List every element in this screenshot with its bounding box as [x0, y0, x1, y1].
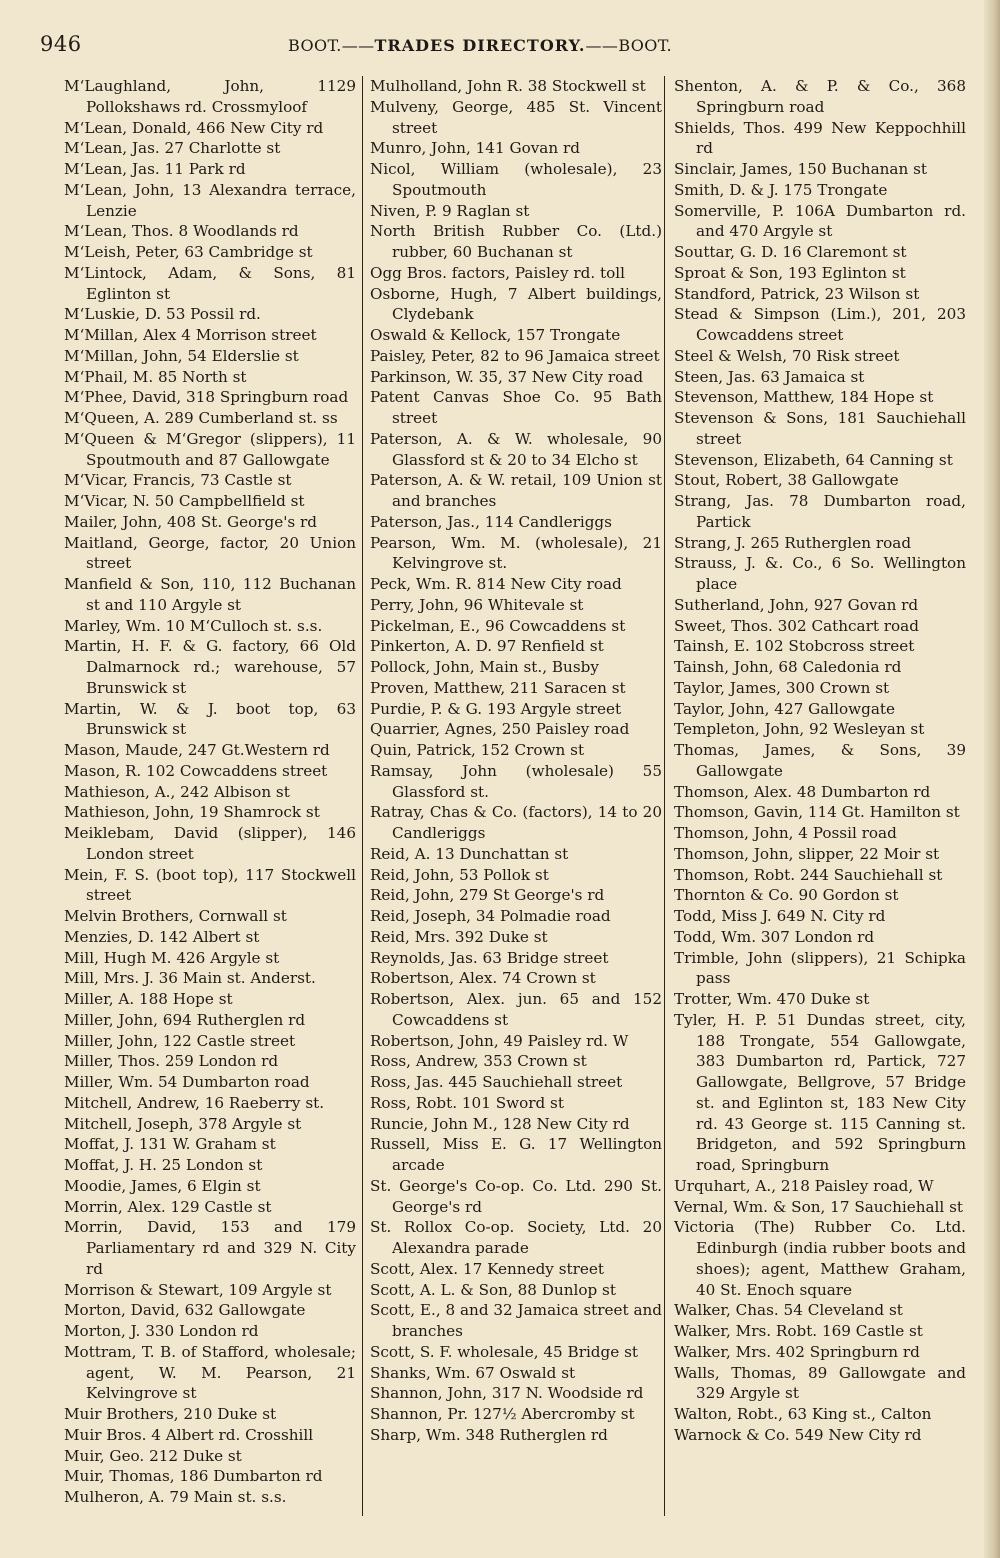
directory-entry: Ross, Andrew, 353 Crown st	[370, 1052, 587, 1071]
directory-entry: Moffat, J. H. 25 London st	[64, 1156, 263, 1174]
directory-entry: Scott, A. L. & Son, 88 Dunlop st	[370, 1280, 616, 1299]
directory-entry: M‘Millan, John, 54 Elderslie st	[64, 346, 299, 365]
page-header	[0, 32, 1000, 62]
directory-entry: Reid, John, 53 Pollok st	[370, 865, 549, 884]
left-heading: BOOT.	[288, 36, 342, 55]
directory-entry: M‘Laughland, John, 1129 Pollokshaws rd. Crossmyloof	[64, 77, 356, 116]
directory-entry: Pearson, Wm. M. (wholesale), 21 Kelvingrove st.	[370, 533, 662, 573]
directory-entry: Taylor, James, 300 Crown st	[674, 678, 890, 697]
directory-entry: Muir, Geo. 212 Duke st	[64, 1446, 242, 1465]
directory-entry: M‘Queen, A. 289 Cumberland st. ss	[64, 409, 338, 427]
directory-entry: Strang, J. 265 Rutherglen road	[674, 533, 912, 552]
directory-entry: Todd, Miss J. 649 N. City rd	[674, 907, 886, 925]
directory-entry: Munro, John, 141 Govan rd	[370, 139, 580, 158]
directory-entry: M‘Lean, Donald, 466 New City rd	[64, 118, 324, 137]
directory-entry: M‘Lean, Jas. 11 Park rd	[64, 160, 246, 178]
directory-entry: Souttar, G. D. 16 Claremont st	[674, 243, 907, 261]
directory-entry: Ross, Jas. 445 Sauchiehall street	[370, 1073, 623, 1091]
directory-entry: Nicol, William (wholesale), 23 Spoutmouth	[370, 160, 662, 199]
directory-entry: Marley, Wm. 10 M‘Culloch st. s.s.	[64, 616, 323, 635]
directory-entry: Reid, Mrs. 392 Duke st	[370, 927, 548, 946]
directory-entry: Walls, Thomas, 89 Gallowgate and 329 Argyle st	[674, 1363, 966, 1403]
directory-entry: Robertson, Alex. 74 Crown st	[370, 969, 596, 988]
directory-entry: Sproat & Son, 193 Eglinton st	[674, 263, 906, 282]
directory-entry: Moodie, James, 6 Elgin st	[64, 1176, 261, 1195]
directory-entry: Pollock, John, Main st., Busby	[370, 658, 599, 676]
directory-entry: Thomson, John, slipper, 22 Moir st	[674, 844, 940, 863]
directory-entry: Ross, Robt. 101 Sword st	[370, 1093, 564, 1112]
directory-entry: Paterson, A. & W. wholesale, 90 Glassford st & 20 to 34 Elcho st	[370, 429, 662, 469]
directory-entry: Mulveny, George, 485 St. Vincent street	[370, 97, 662, 137]
directory-entry: Sharp, Wm. 348 Rutherglen rd	[370, 1425, 608, 1444]
directory-entry: Walker, Mrs. Robt. 169 Castle st	[674, 1322, 923, 1340]
directory-entry: Martin, H. F. & G. factory, 66 Old Dalmarnock rd.; warehouse, 57 Brunswick st	[64, 637, 356, 697]
directory-entry: Moffat, J. 131 W. Graham st	[64, 1135, 276, 1154]
directory-entry: M‘Leish, Peter, 63 Cambridge st	[64, 243, 313, 261]
page-gutter-edge	[984, 0, 1000, 1558]
directory-entry: Somerville, P. 106A Dumbarton rd. and 470 Argyle st	[674, 201, 966, 241]
directory-entry: Thomson, Alex. 48 Dumbarton rd	[674, 782, 931, 801]
directory-entry: Walker, Chas. 54 Cleveland st	[674, 1301, 903, 1320]
directory-entry: Mason, R. 102 Cowcaddens street	[64, 761, 328, 780]
directory-entry: Standford, Patrick, 23 Wilson st	[674, 284, 920, 303]
directory-entry: Smith, D. & J. 175 Trongate	[674, 180, 888, 199]
directory-entry: M‘Queen & M‘Gregor (slippers), 11 Spoutmouth and 87 Gallowgate	[64, 429, 356, 469]
directory-entry: Mailer, John, 408 St. George's rd	[64, 512, 317, 531]
directory-entry: Runcie, John M., 128 New City rd	[370, 1114, 630, 1133]
directory-entry: Todd, Wm. 307 London rd	[674, 927, 875, 946]
directory-entry: Mitchell, Joseph, 378 Argyle st	[64, 1114, 302, 1133]
directory-entry: Purdie, P. & G. 193 Argyle street	[370, 699, 622, 718]
directory-entry: M‘Lean, John, 13 Alexandra terrace, Lenzie	[64, 180, 356, 220]
directory-entry: Martin, W. & J. boot top, 63 Brunswick st	[64, 699, 356, 739]
directory-entry: Mulheron, A. 79 Main st. s.s.	[64, 1488, 287, 1506]
page-number: 946	[40, 32, 82, 56]
directory-entry: Steen, Jas. 63 Jamaica st	[674, 367, 865, 386]
directory-entry: Thomson, John, 4 Possil road	[674, 824, 897, 842]
directory-entry: Morrison & Stewart, 109 Argyle st	[64, 1280, 332, 1299]
directory-entry: Mitchell, Andrew, 16 Raeberry st.	[64, 1093, 325, 1112]
directory-entry: Reynolds, Jas. 63 Bridge street	[370, 948, 609, 967]
directory-entry: Stout, Robert, 38 Gallowgate	[674, 471, 899, 490]
column-3	[674, 76, 966, 1446]
directory-entry: Proven, Matthew, 211 Saracen st	[370, 678, 626, 697]
directory-entry: Stevenson, Matthew, 184 Hope st	[674, 388, 934, 407]
directory-entry: Thornton & Co. 90 Gordon st	[674, 886, 899, 905]
directory-entry: St. Rollox Co-op. Society, Ltd. 20 Alexandra parade	[370, 1218, 662, 1257]
directory-entry: Strauss, J. &. Co., 6 So. Wellington place	[674, 554, 966, 593]
directory-entry: M‘Lean, Thos. 8 Woodlands rd	[64, 222, 299, 241]
directory-entry: Pickelman, E., 96 Cowcaddens st	[370, 616, 626, 635]
directory-entry: Shenton, A. & P. & Co., 368 Springburn road	[674, 77, 966, 116]
directory-entry: Tainsh, John, 68 Caledonia rd	[674, 658, 902, 676]
right-heading: BOOT.	[618, 36, 673, 55]
directory-entry: Muir Bros. 4 Albert rd. Crosshill	[64, 1425, 314, 1444]
directory-entry: Mulholland, John R. 38 Stockwell st	[370, 77, 646, 95]
directory-entry: Scott, E., 8 and 32 Jamaica street and branches	[370, 1301, 662, 1340]
directory-entry: Warnock & Co. 549 New City rd	[674, 1425, 922, 1444]
directory-entry: M‘Lintock, Adam, & Sons, 81 Eglinton st	[64, 263, 356, 303]
directory-entry: Miller, Wm. 54 Dumbarton road	[64, 1073, 310, 1091]
directory-entry: Miller, A. 188 Hope st	[64, 990, 233, 1008]
directory-entry: St. George's Co-op. Co. Ltd. 290 St. George's rd	[370, 1176, 662, 1216]
directory-entry: Thomson, Robt. 244 Sauchiehall st	[674, 865, 943, 884]
directory-entry: Reid, John, 279 St George's rd	[370, 886, 605, 905]
directory-entry: Russell, Miss E. G. 17 Wellington arcade	[370, 1135, 662, 1174]
directory-entry: Miller, Thos. 259 London rd	[64, 1052, 279, 1071]
directory-entry: Oswald & Kellock, 157 Trongate	[370, 326, 621, 344]
directory-entry: Victoria (The) Rubber Co. Ltd. Edinburgh (india rubber boots and shoes); agent, Matthew Graham, 40 St. Enoch square	[674, 1218, 966, 1299]
directory-entry: Taylor, John, 427 Gallowgate	[674, 699, 896, 718]
directory-entry: Steel & Welsh, 70 Risk street	[674, 346, 900, 365]
directory-entry: Paterson, Jas., 114 Candleriggs	[370, 512, 612, 531]
heading-dash: ——	[585, 36, 619, 55]
directory-entry: Quin, Patrick, 152 Crown st	[370, 741, 585, 759]
directory-entry: Templeton, John, 92 Wesleyan st	[674, 720, 925, 739]
directory-entry: Walton, Robt., 63 King st., Calton	[674, 1405, 932, 1423]
directory-entry: Ramsay, John (wholesale) 55 Glassford st.	[370, 761, 662, 801]
directory-entry: Miller, John, 694 Rutherglen rd	[64, 1010, 306, 1029]
directory-entry: Meiklebam, David (slipper), 146 London street	[64, 824, 356, 863]
directory-entry: Thomas, James, & Sons, 39 Gallowgate	[674, 741, 966, 780]
directory-entry: Ogg Bros. factors, Paisley rd. toll	[370, 263, 625, 282]
directory-entry: Mathieson, John, 19 Shamrock st	[64, 803, 320, 822]
directory-entry: Shields, Thos. 499 New Keppochhill rd	[674, 118, 966, 158]
column-rule	[664, 76, 665, 1516]
directory-entry: Morrin, David, 153 and 179 Parliamentary rd and 329 N. City rd	[64, 1218, 356, 1278]
directory-entry: Osborne, Hugh, 7 Albert buildings, Clydebank	[370, 284, 662, 324]
directory-entry: Melvin Brothers, Cornwall st	[64, 907, 287, 925]
directory-entry: Shanks, Wm. 67 Oswald st	[370, 1363, 576, 1382]
directory-entry: Stevenson, Elizabeth, 64 Canning st	[674, 450, 953, 469]
directory-entry: Reid, Joseph, 34 Polmadie road	[370, 907, 611, 925]
directory-entry: Robertson, John, 49 Paisley rd. W	[370, 1031, 629, 1050]
directory-entry: Robertson, Alex. jun. 65 and 152 Cowcaddens st	[370, 990, 662, 1029]
directory-entry: Menzies, D. 142 Albert st	[64, 927, 260, 946]
column-1	[64, 76, 356, 1508]
directory-entry: Sutherland, John, 927 Govan rd	[674, 595, 919, 614]
directory-entry: M‘Vicar, N. 50 Campbellfield st	[64, 492, 305, 510]
directory-entry: Perry, John, 96 Whitevale st	[370, 595, 584, 614]
directory-entry: Stevenson & Sons, 181 Sauchiehall street	[674, 409, 966, 448]
directory-entry: Tainsh, E. 102 Stobcross street	[674, 637, 915, 656]
directory-entry: M‘Lean, Jas. 27 Charlotte st	[64, 139, 281, 158]
directory-entry: Mill, Hugh M. 426 Argyle st	[64, 948, 280, 967]
directory-entry: Sweet, Thos. 302 Cathcart road	[674, 616, 919, 635]
directory-entry: Pinkerton, A. D. 97 Renfield st	[370, 637, 604, 656]
directory-entry: Miller, John, 122 Castle street	[64, 1031, 296, 1050]
directory-entry: Ratray, Chas & Co. (factors), 14 to 20 Candleriggs	[370, 803, 662, 842]
directory-entry: Morton, J. 330 London rd	[64, 1322, 259, 1340]
directory-entry: Sinclair, James, 150 Buchanan st	[674, 160, 927, 178]
directory-entry: Peck, Wm. R. 814 New City road	[370, 575, 622, 593]
center-heading: TRADES DIRECTORY.	[374, 36, 586, 55]
directory-entry: Morton, David, 632 Gallowgate	[64, 1301, 306, 1320]
directory-entry: Morrin, Alex. 129 Castle st	[64, 1197, 272, 1216]
directory-entry: Muir Brothers, 210 Duke st	[64, 1405, 277, 1423]
directory-entry: Shannon, Pr. 127½ Abercromby st	[370, 1405, 635, 1423]
directory-entry: Mathieson, A., 242 Albison st	[64, 782, 290, 801]
directory-entry: Trotter, Wm. 470 Duke st	[674, 990, 870, 1008]
directory-entry: Scott, S. F. wholesale, 45 Bridge st	[370, 1342, 638, 1361]
directory-entry: Quarrier, Agnes, 250 Paisley road	[370, 720, 630, 739]
directory-entry: Stead & Simpson (Lim.), 201, 203 Cowcaddens street	[674, 305, 966, 344]
directory-entry: Patent Canvas Shoe Co. 95 Bath street	[370, 388, 662, 427]
directory-entry: North British Rubber Co. (Ltd.) rubber, 60 Buchanan st	[370, 222, 662, 261]
directory-entry: M‘Vicar, Francis, 73 Castle st	[64, 471, 292, 490]
directory-entry: M‘Phail, M. 85 North st	[64, 367, 247, 386]
column-rule	[362, 76, 363, 1516]
directory-entry: Manfield & Son, 110, 112 Buchanan st and 110 Argyle st	[64, 575, 356, 614]
directory-entry: M‘Millan, Alex 4 Morrison street	[64, 326, 317, 344]
directory-entry: Vernal, Wm. & Son, 17 Sauchiehall st	[674, 1197, 963, 1216]
directory-entry: Maitland, George, factor, 20 Union street	[64, 533, 356, 573]
directory-entry: Mein, F. S. (boot top), 117 Stockwell street	[64, 865, 356, 905]
directory-entry: Niven, P. 9 Raglan st	[370, 201, 530, 220]
directory-entry: Urquhart, A., 218 Paisley road, W	[674, 1176, 934, 1195]
running-head	[288, 36, 672, 55]
directory-entry: Reid, A. 13 Dunchattan st	[370, 844, 569, 863]
directory-entry: Paterson, A. & W. retail, 109 Union st and branches	[370, 471, 662, 510]
directory-entry: Parkinson, W. 35, 37 New City road	[370, 367, 644, 386]
directory-entry: Mason, Maude, 247 Gt.Western rd	[64, 741, 330, 759]
directory-entry: Strang, Jas. 78 Dumbarton road, Partick	[674, 492, 966, 531]
directory-entry: Tyler, H. P. 51 Dundas street, city, 188 Trongate, 554 Gallowgate, 383 Dumbarton rd, Partick, 727 Gallowgate, Bellgrove, 57 Bridge st. and Eglinton st, 183 New City rd. 43 George st. 115 Canning st. Bridgeton, and 592 Springburn road, Springburn	[674, 1010, 966, 1174]
directory-entry: Paisley, Peter, 82 to 96 Jamaica street	[370, 346, 660, 365]
directory-entry: Muir, Thomas, 186 Dumbarton rd	[64, 1467, 323, 1486]
directory-entry: Shannon, John, 317 N. Woodside rd	[370, 1384, 644, 1403]
directory-entry: Trimble, John (slippers), 21 Schipka pass	[674, 948, 966, 988]
heading-dash: ——	[341, 36, 375, 55]
column-2	[370, 76, 662, 1446]
directory-entry: M‘Phee, David, 318 Springburn road	[64, 388, 349, 407]
directory-entry: M‘Luskie, D. 53 Possil rd.	[64, 305, 261, 324]
directory-entry: Scott, Alex. 17 Kennedy street	[370, 1259, 604, 1278]
directory-entry: Mottram, T. B. of Stafford, wholesale; agent, W. M. Pearson, 21 Kelvingrove st	[64, 1342, 356, 1403]
directory-entry: Thomson, Gavin, 114 Gt. Hamilton st	[674, 803, 960, 822]
directory-entry: Mill, Mrs. J. 36 Main st. Anderst.	[64, 969, 316, 988]
directory-entry: Walker, Mrs. 402 Springburn rd	[674, 1342, 920, 1361]
